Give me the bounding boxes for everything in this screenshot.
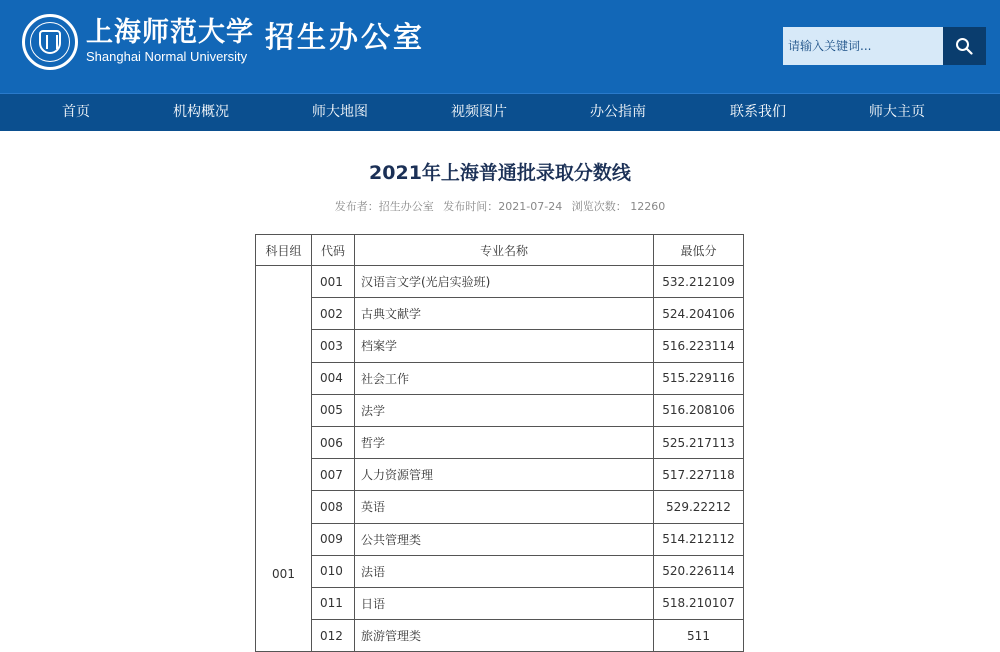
search-icon — [955, 37, 973, 55]
cell-major: 旅游管理类 — [355, 620, 654, 652]
university-name-cn[interactable]: 上海师范大学 — [86, 17, 254, 48]
cell-code: 005 — [312, 394, 355, 426]
table-row — [256, 587, 744, 619]
cell-major: 社会工作 — [355, 362, 654, 394]
cell-score: 529.22212 — [654, 491, 744, 523]
cell-score: 511 — [654, 620, 744, 652]
cell-score: 515.229116 — [654, 362, 744, 394]
score-table — [255, 234, 744, 652]
article-title: 2021年上海普通批录取分数线 — [369, 162, 631, 184]
cell-score: 524.204106 — [654, 298, 744, 330]
search-input[interactable] — [783, 27, 943, 65]
table-row — [256, 491, 744, 523]
cell-score: 518.210107 — [654, 587, 744, 619]
site-header — [0, 0, 1000, 93]
cell-code: 009 — [312, 523, 355, 555]
cell-major: 档案学 — [355, 330, 654, 362]
nav-item-guide[interactable]: 办公指南 — [590, 104, 646, 120]
cell-score: 525.217113 — [654, 426, 744, 458]
cell-score: 516.223114 — [654, 330, 744, 362]
header-major: 专业名称 — [355, 235, 654, 266]
cell-code: 002 — [312, 298, 355, 330]
table-row — [256, 266, 744, 298]
cell-code: 001 — [312, 266, 355, 298]
header-min-score: 最低分 — [654, 235, 744, 266]
cell-major: 日语 — [355, 587, 654, 619]
nav-item-media[interactable]: 视频图片 — [451, 104, 507, 120]
cell-score: 514.212112 — [654, 523, 744, 555]
cell-code: 007 — [312, 459, 355, 491]
cell-major: 古典文献学 — [355, 298, 654, 330]
search-button[interactable] — [943, 27, 986, 65]
cell-major: 人力资源管理 — [355, 459, 654, 491]
university-name-en[interactable]: Shanghai Normal University — [86, 49, 248, 64]
table-row — [256, 555, 744, 587]
seal-emblem — [39, 30, 61, 54]
table-row — [256, 298, 744, 330]
cell-score: 517.227118 — [654, 459, 744, 491]
cell-code: 003 — [312, 330, 355, 362]
office-title: 招生办公室 — [265, 20, 426, 54]
cell-code: 010 — [312, 555, 355, 587]
meta-publish-time: 发布时间：2021-07-24 — [443, 200, 563, 213]
cell-major: 公共管理类 — [355, 523, 654, 555]
cell-score: 520.226114 — [654, 555, 744, 587]
table-header-row — [256, 235, 744, 266]
table-row — [256, 620, 744, 652]
cell-major: 哲学 — [355, 426, 654, 458]
nav-item-home[interactable]: 首页 — [62, 104, 90, 120]
header-code: 代码 — [312, 235, 355, 266]
article-meta — [0, 200, 1000, 214]
table-row — [256, 426, 744, 458]
table-row — [256, 394, 744, 426]
cell-code: 012 — [312, 620, 355, 652]
main-nav — [0, 93, 1000, 131]
meta-publisher: 发布者：招生办公室 — [334, 200, 434, 213]
cell-score: 516.208106 — [654, 394, 744, 426]
cell-code: 004 — [312, 362, 355, 394]
cell-major: 法学 — [355, 394, 654, 426]
cell-score: 532.212109 — [654, 266, 744, 298]
university-seal-icon[interactable] — [22, 14, 78, 70]
nav-item-about[interactable]: 机构概况 — [173, 104, 229, 120]
subject-group-cell: 001 — [256, 266, 312, 652]
nav-item-map[interactable]: 师大地图 — [312, 104, 368, 120]
nav-item-contact[interactable]: 联系我们 — [730, 104, 786, 120]
cell-code: 006 — [312, 426, 355, 458]
cell-code: 008 — [312, 491, 355, 523]
cell-major: 英语 — [355, 491, 654, 523]
cell-major: 法语 — [355, 555, 654, 587]
table-row — [256, 523, 744, 555]
table-row — [256, 459, 744, 491]
nav-item-university-home[interactable]: 师大主页 — [869, 104, 925, 120]
cell-code: 011 — [312, 587, 355, 619]
meta-views: 浏览次数： 12260 — [571, 200, 666, 213]
cell-major: 汉语言文学(光启实验班) — [355, 266, 654, 298]
table-row — [256, 362, 744, 394]
header-group: 科目组 — [256, 235, 312, 266]
table-row — [256, 330, 744, 362]
